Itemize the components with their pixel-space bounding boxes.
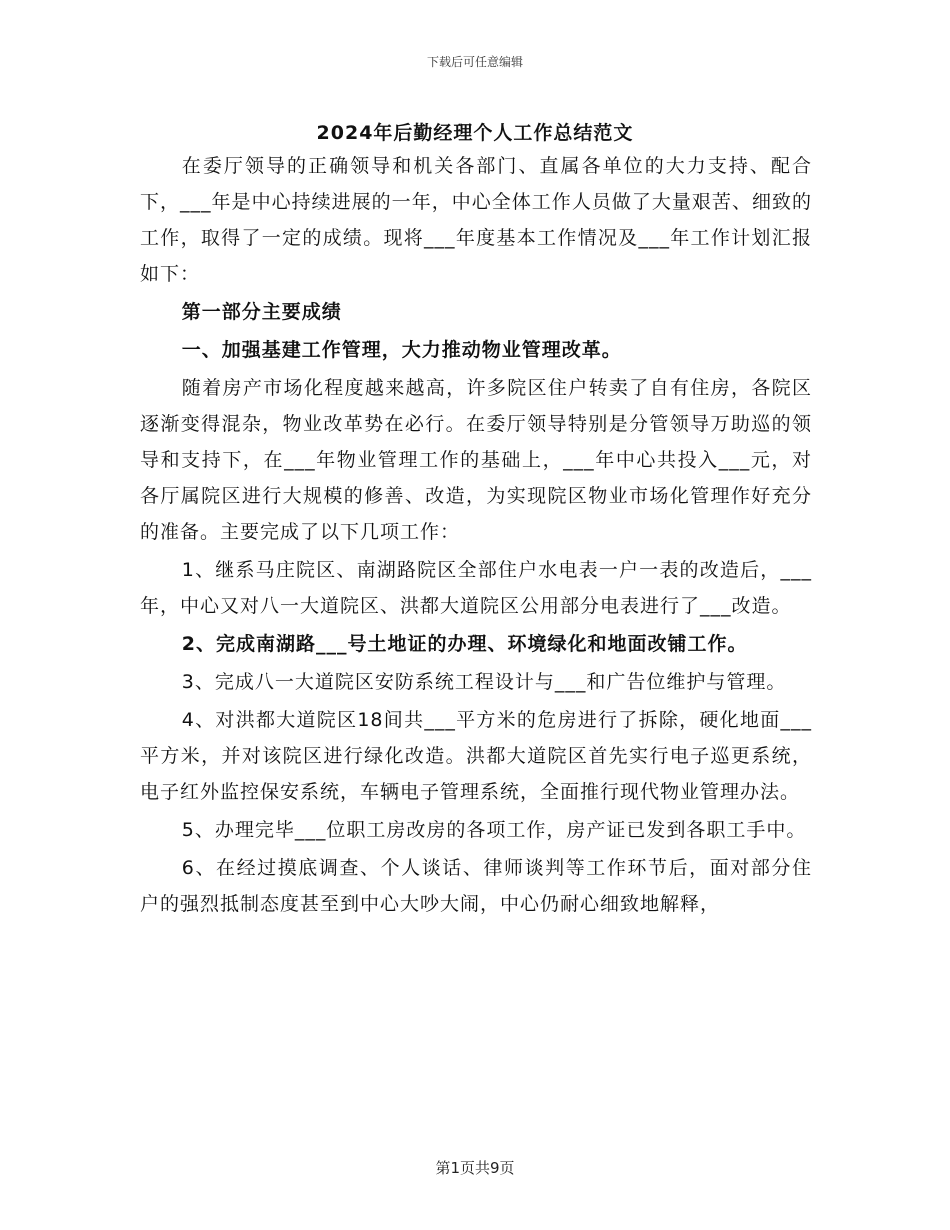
paragraph-intro: 在委厅领导的正确领导和机关各部门、直属各单位的大力支持、配合下，___年是中心持续进展的一年，中心全体工作人员做了大量艰苦、细致的工作，取得了一定的成绩。现将___年度基本工作情况及___年工作计划汇报如下： [140, 155, 812, 285]
document-title: 2024年后勤经理个人工作总结范文 [316, 122, 634, 144]
list-item-3: 3、完成八一大道院区安防系统工程设计与___和广告位维护与管理。 [181, 671, 787, 693]
section-heading: 第一部分主要成绩 [181, 301, 342, 323]
paragraph-body: 随着房产市场化程度越来越高，许多院区住户转卖了自有住房，各院区逐渐变得混杂，物业改革势在必行。在委厅领导特别是分管领导万助巡的领导和支持下，在___年物业管理工作的基础上，___年中心共投入___元，对各厅属院区进行大规模的修善、改造，为实现院区物业市场化管理作好充分的准备。主要完成了以下几项工作： [140, 377, 812, 543]
list-item-1: 1、继系马庄院区、南湖路院区全部住户水电表一户一表的改造后，___年，中心又对八一大道院区、洪都大道院区公用部分电表进行了___改造。 [140, 559, 812, 617]
list-item-4: 4、对洪都大道院区18间共___平方米的危房进行了拆除，硬化地面___平方米，并对该院区进行绿化改造。洪都大道院区首先实行电子巡更系统，电子红外监控保安系统，车辆电子管理系统，全面推行现代物业管理办法。 [140, 709, 812, 803]
document-body [140, 148, 812, 924]
page-number: 第1页共9页 [435, 1159, 515, 1177]
header-note: 下载后可任意编辑 [426, 55, 523, 69]
list-item-6: 6、在经过摸底调查、个人谈话、律师谈判等工作环节后，面对部分住户的强烈抵制态度甚至到中心大吵大闹，中心仍耐心细致地解释， [140, 857, 812, 915]
list-item-2: 2、完成南湖路___号土地证的办理、环境绿化和地面改铺工作。 [181, 633, 748, 655]
list-item-5: 5、办理完毕___位职工房改房的各项工作，房产证已发到各职工手中。 [181, 819, 807, 841]
subsection-heading: 一、加强基建工作管理，大力推动物业管理改革。 [181, 339, 622, 361]
